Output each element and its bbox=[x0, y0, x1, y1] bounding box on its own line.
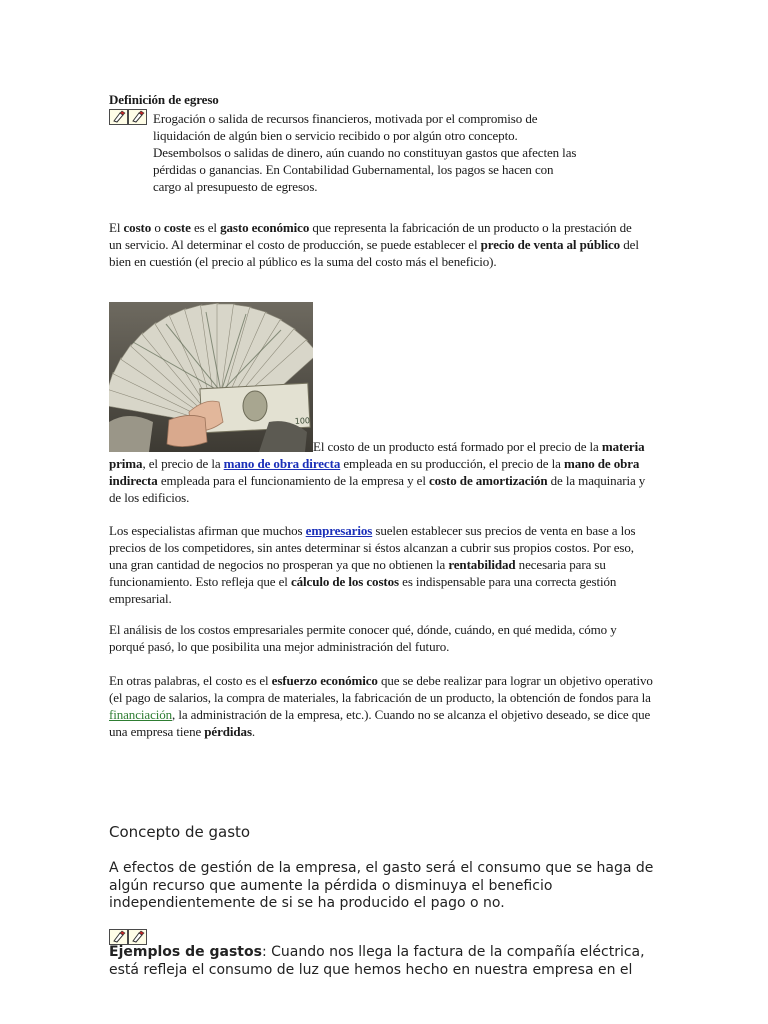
paragraph-costo: El costo o coste es el gasto económico que representa la fabricación de un producto o la prestación de un servicio. Al determinar el costo de producción, se puede establecer el precio de venta al público del bien en cuestión (el precio al público es la suma del costo más el beneficio). bbox=[109, 220, 639, 269]
pencil-note-icon bbox=[109, 109, 147, 127]
paragraph-ejemplos: Ejemplos de gastos: Cuando nos llega la factura de la compañía eléctrica, está refleja el consumo de luz que hemos hecho en nuestra empresa en el bbox=[109, 944, 645, 978]
paragraph-especialistas: Los especialistas afirman que muchos empresarios suelen establecer sus precios de venta en base a los precios de los competidores, sin antes determinar si éstos alcanzan a cubrir sus propios costos. Por eso, una gran cantidad de negocios no prosperan ya que no obtienen la rentabilidad necesaria para su funcionamiento. Esto refleja que el cálculo de los costos es indispensable para una correcta gestión empresarial. bbox=[109, 523, 636, 606]
link-empresarios[interactable]: empresarios bbox=[305, 523, 373, 538]
egreso-line: Desembolsos o salidas de dinero, aún cuando no constituyan gastos que afecten las bbox=[153, 145, 577, 160]
svg-text:100: 100 bbox=[294, 416, 311, 426]
paragraph-esfuerzo: En otras palabras, el costo es el esfuerzo económico que se debe realizar para lograr un objetivo operativo (el pago de salarios, la compra de materiales, la fabricación de un producto, la obtención de fondos para la financiación, la administración de la empresa, etc.). Cuando no se alcanza el objetivo deseado, se dice que una empresa tiene pérdidas. bbox=[109, 673, 653, 739]
egreso-definition bbox=[153, 110, 673, 195]
egreso-line: liquidación de algún bien o servicio recibido o por algún otro concepto. bbox=[153, 128, 518, 143]
paragraph-concepto: A efectos de gestión de la empresa, el gasto será el consumo que se haga de algún recurso que aumente la pérdida o disminuya el beneficio independientemente de si se ha producido el pago o no. bbox=[109, 860, 654, 911]
egreso-line: Erogación o salida de recursos financieros, motivada por el compromiso de bbox=[153, 111, 538, 126]
page-title: Definición de egreso bbox=[109, 92, 219, 107]
link-financiacion[interactable]: financiación bbox=[109, 707, 173, 722]
section-heading-concepto: Concepto de gasto bbox=[109, 823, 251, 841]
money-fan-image bbox=[109, 302, 313, 452]
link-mano-obra-directa[interactable]: mano de obra directa bbox=[223, 456, 341, 471]
egreso-line: cargo al presupuesto de egresos. bbox=[153, 179, 318, 194]
paragraph-costo-producto: El costo de un producto está formado por el precio de la materia prima, el precio de la mano de obra directa empleada en su producción, el precio de la mano de obra indirecta empleada para el funcionamiento de la empresa y el costo de amortización de la maquinaria y de los edificios. bbox=[109, 439, 646, 505]
egreso-line: pérdidas o ganancias. En Contabilidad Gubernamental, los pagos se hacen con bbox=[153, 162, 554, 177]
paragraph-analisis: El análisis de los costos empresariales permite conocer qué, dónde, cuándo, en qué medida, cómo y porqué pasó, lo que posibilita una mejor administración del futuro. bbox=[109, 622, 617, 654]
